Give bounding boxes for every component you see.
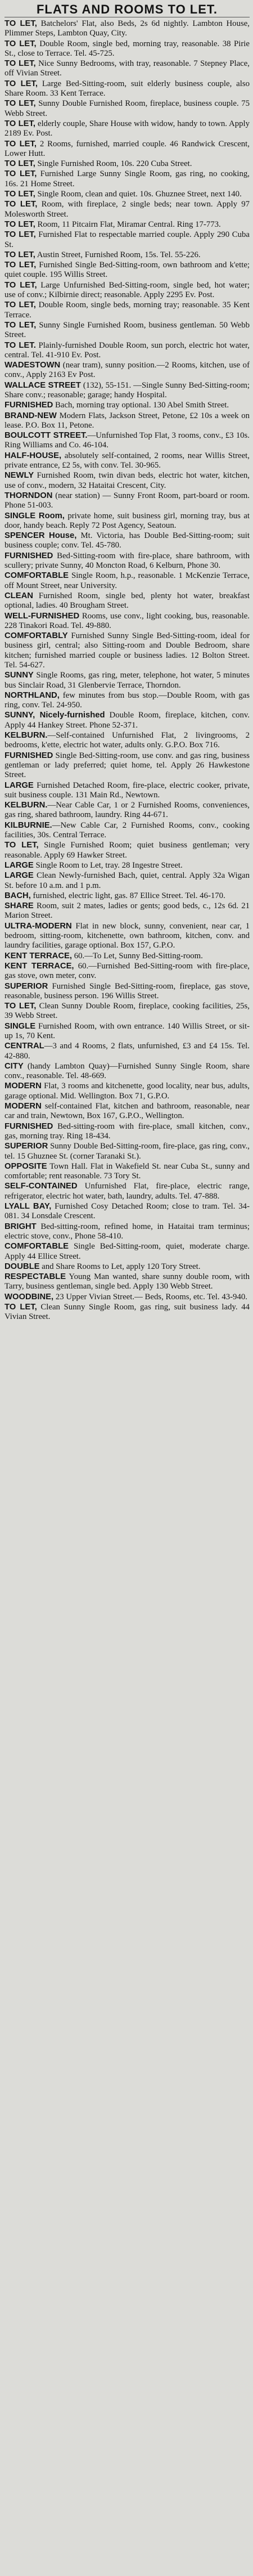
- ad-lead-word: LARGE: [4, 871, 34, 881]
- ad-body: self-contained Flat, kitchen and bathroom, reasonable, near car and train, Newtown, Box 167, G.P.O., Wellington.: [4, 1102, 250, 1121]
- ad-lead-word: FURNISHED: [4, 751, 53, 760]
- ad-body: Furnished Single Bed-Sitting-room, own bathroom and k'ette; quiet couple. 195 Willis Street.: [4, 261, 250, 280]
- classified-ad: [4, 1102, 250, 1121]
- classified-ad: [4, 341, 250, 361]
- ad-lead-word: TO LET,: [4, 139, 37, 149]
- ad-lead-word: KENT TERRACE,: [4, 951, 73, 961]
- classified-ad: [4, 1042, 250, 1061]
- ad-body: Double Room, fireplace, kitchen, conv. Apply 44 Hankey Street. Phone 52-371.: [4, 711, 250, 730]
- ad-body: Single Room, h.p., reasonable. 1 McKenzie Terrace, off Mount Street, near University.: [4, 571, 250, 590]
- ad-lead-word: TO LET,: [4, 230, 36, 240]
- classified-ad: [4, 19, 250, 39]
- classified-ad: [4, 612, 250, 631]
- ad-body: Sunny Double Bed-Sitting-room, fire-place, gas ring, conv., tel. 15 Ghuznee St. (corner Taranaki St.).: [4, 1142, 250, 1161]
- classified-ad: [4, 891, 250, 901]
- ad-body: Batchelors' Flat, also Beds, 2s 6d nightly. Lambton House, Plimmer Steps, Lambton Quay, City.: [4, 19, 250, 38]
- ad-body: Furnished Room, with own entrance. 140 Willis Street, or sit-up 1s, 70 Kent.: [4, 1021, 250, 1040]
- classified-ad: [4, 781, 250, 801]
- ad-lead-word: TO LET,: [4, 39, 37, 48]
- classified-ad: [4, 220, 250, 230]
- ads-column: [4, 19, 250, 1322]
- classified-ad: [4, 531, 250, 551]
- classified-ad: [4, 861, 250, 870]
- classified-ad: [4, 1242, 250, 1262]
- classified-ad: [4, 982, 250, 1002]
- ad-lead-word: TO LET,: [4, 119, 35, 128]
- ad-body: elderly couple, Share House with widow, handy to town. Apply 2189 Ev. Post.: [4, 119, 250, 138]
- ad-body: Furnished Detached Room, fire-place, electric cooker, private, suit business couple. 131 Main Rd., Newtown.: [4, 780, 250, 800]
- ad-lead-word: BRAND-NEW: [4, 411, 57, 420]
- classified-ad: [4, 1081, 250, 1101]
- ad-body: absolutely self-contained, 2 rooms, near Willis Street, private entrance, £2 5s, with conv. Tel. 30-965.: [4, 451, 250, 470]
- ad-lead-word: TO LET,: [4, 841, 39, 850]
- ad-lead-word: KELBURN.: [4, 731, 48, 741]
- ad-body: private home, suit business girl, morning tray, bus at door, handy beach. Reply 72 Post Agency, Seatoun.: [4, 511, 250, 530]
- ad-lead-word: CITY: [4, 1061, 24, 1071]
- classified-ad: [4, 1222, 250, 1242]
- ad-body: few minutes from bus stop.—Double Room, with gas ring, conv. Tel. 24-950.: [4, 690, 250, 710]
- ad-body: Double Room, single bed, morning tray, reasonable. 38 Pirie St., close to Terrace. Tel. 45-725.: [4, 39, 250, 58]
- classified-ad: [4, 901, 250, 921]
- classified-ad: [4, 119, 250, 139]
- ad-body: Single Room, clean and quiet. 10s. Ghuznee Street, next 140.: [35, 190, 242, 199]
- ad-lead-word: SHARE: [4, 901, 34, 911]
- classified-ad: [4, 250, 250, 260]
- classified-ad: [4, 159, 250, 169]
- ad-body: Clean Sunny Double Room, fireplace, cooking facilities, 25s, 39 Webb Street.: [4, 1002, 250, 1021]
- ad-body: Furnished Large Sunny Single Room, gas ring, no cooking, 16s. 21 Home Street.: [4, 169, 250, 189]
- ad-body: —New Cable Car, 2 Furnished Rooms, conv., cooking facilities, 30s. Central Terrace.: [4, 820, 250, 840]
- ad-body: Bed-Sitting-room with fire-place, share bathroom, with scullery; private Sunny, 40 Moncton Road, 6 Kelburn, Phone 30.: [4, 551, 250, 571]
- ad-body: Bed-sitting-room with fire-place, small kitchen, conv., gas, morning tray. Ring 18-434.: [4, 1121, 250, 1141]
- ad-body: Plainly-furnished Double Room, sun porch, electric hot water, central. Tel. 41-910 Ev. Post.: [4, 340, 250, 360]
- classified-ad: [4, 99, 250, 119]
- classified-ad: [4, 922, 250, 951]
- ad-body: Furnished Cosy Detached Room; close to tram. Tel. 34-081. 34 Lonsdale Crescent.: [4, 1202, 250, 1221]
- ad-body: Double Room, single beds, morning tray; reasonable. 35 Kent Terrace.: [4, 300, 250, 320]
- ad-lead-word: TO LET,: [4, 261, 37, 270]
- classified-ad: [4, 591, 250, 611]
- ad-lead-word: TO LET,: [4, 320, 37, 330]
- ad-body: (handy Lambton Quay)—Furnished Sunny Single Room, share conv., reasonable. Tel. 48-669.: [4, 1061, 250, 1081]
- ad-body: Large Unfurnished Bed-Sitting-room, single bed, hot water; use of conv.; Kilbirnie direct; reasonable. Apply 2295 Ev. Post.: [4, 280, 250, 300]
- ad-lead-word: TO LET,: [4, 200, 38, 209]
- ad-body: 60.—Furnished Bed-Sitting-room with fire-place, gas stove, own meter, conv.: [4, 961, 250, 981]
- ad-body: Single Room to Let, tray. 28 Ingestre Street.: [33, 860, 183, 870]
- ad-lead-word: NORTHLAND,: [4, 690, 60, 700]
- ad-lead-word: SELF-CONTAINED: [4, 1182, 78, 1191]
- ad-lead-word: MODERN: [4, 1102, 42, 1111]
- ad-lead-word: BOULCOTT STREET.: [4, 431, 88, 441]
- classified-ad: [4, 169, 250, 189]
- classified-ad: [4, 1162, 250, 1182]
- ad-body: 60.—To Let, Sunny Bed-Sitting-room.: [72, 951, 203, 961]
- ad-body: Sunny Double Furnished Room, fireplace, business couple. 75 Webb Street.: [4, 99, 250, 118]
- ad-lead-word: TO LET,: [4, 280, 37, 290]
- ad-lead-word: FURNISHED: [4, 401, 53, 410]
- classified-ad: [4, 401, 250, 410]
- ad-body: (132), 55-151. —Single Sunny Bed-Sitting-room; Share conv.; reasonable; garage; handy Hospital.: [4, 380, 250, 400]
- ad-lead-word: OPPOSITE: [4, 1161, 47, 1171]
- ad-lead-word: COMFORTABLY: [4, 631, 68, 641]
- ad-lead-word: TO LET,: [4, 19, 37, 28]
- ad-lead-word: TO LET,: [4, 250, 35, 259]
- ad-body: Single Bed-Sitting-room, quiet, moderate charge. Apply 44 Ellice Street.: [4, 1242, 250, 1261]
- ad-body: Room, 11 Pitcairn Flat, Miramar Central. Ring 17-773.: [35, 219, 221, 229]
- classified-ad: [4, 691, 250, 711]
- classified-ad: [4, 230, 250, 250]
- ad-lead-word: CENTRAL: [4, 1042, 44, 1051]
- ad-lead-word: KENT TERRACE,: [4, 961, 74, 971]
- ad-body: Sunny Single Furnished Room, business gentleman. 50 Webb Street.: [4, 320, 250, 340]
- ad-body: Room, with fireplace, 2 single beds; near town. Apply 97 Molesworth Street.: [4, 200, 250, 219]
- classified-ad: [4, 631, 250, 670]
- ad-lead-word: THORNDON: [4, 491, 53, 500]
- ad-lead-word: SUPERIOR: [4, 981, 48, 991]
- ad-lead-word: SUNNY, Nicely-furnished: [4, 711, 105, 720]
- ad-lead-word: TO LET,: [4, 79, 38, 88]
- ad-lead-word: LARGE: [4, 860, 34, 870]
- ad-lead-word: SINGLE Room,: [4, 511, 65, 520]
- ad-body: Austin Street, Furnished Room, 15s. Tel. 55-226.: [35, 250, 201, 259]
- ad-lead-word: TO LET,: [4, 159, 35, 169]
- ad-body: Flat in new block, sunny, convenient, near car, 1 bedroom, sitting-room, kitchenette, own bathroom, kitchen, conv. and laundry facilities, garage optional. Box 157, G.P.O.: [4, 921, 250, 950]
- ad-lead-word: WELL-FURNISHED: [4, 611, 80, 621]
- ad-lead-word: LARGE: [4, 780, 34, 790]
- ad-body: Single Rooms, gas ring, meter, telephone, hot water, 5 minutes bus Sinclair Road, 31 Glenbervie Terrace, Thorndon.: [4, 671, 250, 690]
- classified-ad: [4, 751, 250, 780]
- ad-body: Town Hall. Flat in Wakefield St. near Cuba St., sunny and comfortable; rent reasonable. 73 Tory St.: [4, 1161, 250, 1181]
- ad-lead-word: ULTRA-MODERN: [4, 921, 72, 931]
- ad-lead-word: DOUBLE: [4, 1262, 40, 1271]
- ad-lead-word: WADESTOWN: [4, 361, 61, 370]
- ad-lead-word: SPENCER House,: [4, 531, 77, 541]
- ad-body: Bach, morning tray optional. 130 Abel Smith Street.: [53, 401, 229, 410]
- ad-body: Clean Sunny Single Room, gas ring, suit business lady. 44 Vivian Street.: [4, 1303, 250, 1322]
- ad-body: —3 and 4 Rooms, 2 flats, unfurnished, £3 and £4 15s. Tel. 42-880.: [4, 1042, 250, 1061]
- ad-body: Single Furnished Room, 10s. 220 Cuba Street.: [35, 159, 192, 169]
- classified-ad: [4, 361, 250, 380]
- classified-ad: [4, 551, 250, 571]
- classified-ad: [4, 571, 250, 591]
- ad-body: Single Furnished Room; quiet business gentleman; very reasonable. Apply 69 Hawker Street.: [4, 841, 250, 860]
- ad-body: Nice Sunny Bedrooms, with tray, reasonable. 7 Stepney Place, off Vivian Street.: [4, 59, 250, 78]
- ad-lead-word: TO LET,: [4, 1002, 37, 1011]
- ad-body: —Unfurnished Top Flat, 3 rooms, conv., £3 10s. Ring Williams and Co. 46-104.: [4, 431, 250, 450]
- classified-ad: [4, 39, 250, 59]
- ad-lead-word: LYALL BAY,: [4, 1202, 52, 1211]
- ad-body: Single Bed-Sitting-room, use conv. and gas ring, business gentleman or lady preferred; quiet home, tel. Apply 26 Hawkestone Street.: [4, 751, 250, 780]
- ad-lead-word: KILBURNIE.: [4, 820, 52, 830]
- ad-body: Flat, 3 rooms and kitchenette, good locality, near bus, adults, garage optional. Mid. Wellington. Box 71, G.P.O.: [4, 1081, 250, 1101]
- ad-body: Unfurnished Flat, fire-place, electric range, refrigerator, electric hot water, bath, laundry, adults. Tel. 47-888.: [4, 1182, 250, 1201]
- classified-ad: [4, 200, 250, 219]
- classified-ad: [4, 841, 250, 860]
- classified-ad: [4, 471, 250, 491]
- ad-lead-word: BRIGHT: [4, 1222, 37, 1231]
- classified-ad: [4, 962, 250, 981]
- ad-lead-word: WOODBINE,: [4, 1292, 54, 1302]
- classified-ad: [4, 731, 250, 751]
- ad-body: Furnished Room, single bed, plenty hot water, breakfast optional, ladies. 40 Brougham Street.: [4, 591, 250, 611]
- ad-lead-word: RESPECTABLE: [4, 1272, 66, 1282]
- classified-ad: [4, 451, 250, 471]
- ad-lead-word: SUPERIOR: [4, 1142, 48, 1151]
- ad-body: Furnished Room, twin divan beds, electric hot water, kitchen, use of conv., modern, 32 Hataitai Crescent, City.: [4, 471, 250, 490]
- ad-body: 23 Upper Vivian Street.— Beds, Rooms, etc. Tel. 43-940.: [53, 1292, 247, 1302]
- classified-ad: [4, 1272, 250, 1292]
- ad-lead-word: TO LET.: [4, 340, 36, 350]
- classified-ad: [4, 59, 250, 79]
- ad-lead-word: TO LET,: [4, 300, 36, 310]
- ad-lead-word: TO LET,: [4, 219, 35, 229]
- ad-body: furnished, electric light, gas. 87 Ellice Street. Tel. 46-170.: [30, 891, 225, 900]
- ad-lead-word: TO LET,: [4, 59, 36, 69]
- classified-ad: [4, 79, 250, 99]
- classified-ad: [4, 801, 250, 820]
- classified-ad: [4, 821, 250, 841]
- classified-ad: [4, 1142, 250, 1161]
- classified-ad: [4, 1002, 250, 1021]
- ad-body: —Self-contained Unfurnished Flat, 2 livingrooms, 2 bedrooms, k'ette, electric hot water, adults only. G.P.O. Box 716.: [4, 731, 250, 750]
- classified-ad: [4, 711, 250, 730]
- classified-ad: [4, 1293, 250, 1302]
- ad-lead-word: CLEAN: [4, 591, 33, 600]
- classified-ad: [4, 281, 250, 300]
- ad-lead-word: COMFORTABLE: [4, 571, 69, 581]
- ad-lead-word: NEWLY: [4, 471, 34, 481]
- ad-body: Bed-sitting-room, refined home, in Hataitai tram terminus; electric stove, conv., Phone 58-410.: [4, 1222, 250, 1241]
- classified-ad: [4, 1122, 250, 1142]
- ad-lead-word: WALLACE STREET: [4, 380, 81, 390]
- classified-ad: [4, 952, 250, 961]
- ad-lead-word: SUNNY: [4, 671, 34, 680]
- ad-body: Mt. Victoria, has Double Bed-Sitting-room; suit business couple; conv. Tel. 45-780.: [4, 531, 250, 550]
- ad-body: —Near Cable Car, 1 or 2 Furnished Rooms, conveniences, gas ring, shared bathroom, laundry. Ring 44-671.: [4, 801, 250, 820]
- classified-ad: [4, 491, 250, 511]
- ad-body: Furnished Single Bed-Sitting-room, fireplace, gas stove, reasonable, business person. 196 Willis Street.: [4, 981, 250, 1000]
- ad-body: Modern Flats, Jackson Street, Petone, £2 10s a week on lease. P.O. Box 11, Petone.: [4, 411, 250, 430]
- classified-ad: [4, 321, 250, 340]
- classified-ad: [4, 871, 250, 891]
- ad-lead-word: TO LET,: [4, 190, 35, 199]
- ad-body: Rooms, use conv., light cooking, bus, reasonable. 228 Tinakori Road. Tel. 49-880.: [4, 611, 250, 630]
- ad-lead-word: HALF-HOUSE,: [4, 451, 62, 460]
- ad-body: Furnished Flat to respectable married couple. Apply 290 Cuba St.: [4, 230, 250, 249]
- classified-ad: [4, 431, 250, 451]
- classified-ad: [4, 1022, 250, 1042]
- ad-lead-word: BACH,: [4, 891, 31, 900]
- ad-lead-word: TO LET,: [4, 1303, 37, 1312]
- ad-lead-word: KELBURN.: [4, 801, 48, 810]
- ad-lead-word: MODERN: [4, 1081, 42, 1091]
- ad-lead-word: FURNISHED: [4, 551, 53, 560]
- classified-ad: [4, 1182, 250, 1201]
- ad-lead-word: SINGLE: [4, 1021, 36, 1031]
- ad-body: Clean Newly-furnished Bach, quiet, central. Apply 32a Wigan St. before 10 a.m. and 1 p.m.: [4, 871, 250, 890]
- ad-lead-word: FURNISHED: [4, 1121, 53, 1131]
- ad-body: Large Bed-Sitting-room, suit elderly business couple, also Share Room. 33 Kent Terrace.: [4, 79, 250, 98]
- ad-body: Furnished Sunny Single Bed-Sitting-room, ideal for business girl, central; also Sitting-room and Double Bedroom, share kitchen; furnished married couple or business ladies. 12 Bolton Street. Tel. 54-627.: [4, 631, 250, 670]
- ad-body: Room, suit 2 mates, ladies or gents; good beds, c., 12s 6d. 21 Marion Street.: [4, 901, 250, 921]
- classified-ad: [4, 671, 250, 690]
- classified-ad: [4, 140, 250, 159]
- ad-lead-word: TO LET,: [4, 99, 36, 109]
- classified-ad: [4, 511, 250, 531]
- classified-ad: [4, 190, 250, 199]
- classified-ad: [4, 261, 250, 280]
- ad-body: 2 Rooms, furnished, married couple. 46 Randwick Crescent, Lower Hutt.: [4, 139, 250, 158]
- classified-ad: [4, 1262, 250, 1272]
- classified-ad: [4, 1303, 250, 1322]
- ad-body: Young Man wanted, share sunny double room, with Tarry, business gentleman, single bed. Apply 130 Webb Street.: [4, 1272, 250, 1291]
- ad-lead-word: TO LET,: [4, 169, 37, 179]
- classified-ad: [4, 300, 250, 320]
- classified-ad: [4, 381, 250, 401]
- ad-body: and Share Rooms to Let, apply 120 Tory Street.: [39, 1262, 201, 1271]
- section-heading: FLATS AND ROOMS TO LET.: [4, 2, 250, 17]
- ad-body: (near station) — Sunny Front Room, part-board or room. Phone 51-003.: [4, 491, 250, 510]
- ad-body: (near tram), sunny position.—2 Rooms, kitchen, use of conv., Apply 2163 Ev Post.: [4, 361, 250, 380]
- ad-lead-word: COMFORTABLE: [4, 1242, 69, 1251]
- classified-ad: [4, 411, 250, 431]
- classified-ad: [4, 1202, 250, 1222]
- classified-ad: [4, 1062, 250, 1081]
